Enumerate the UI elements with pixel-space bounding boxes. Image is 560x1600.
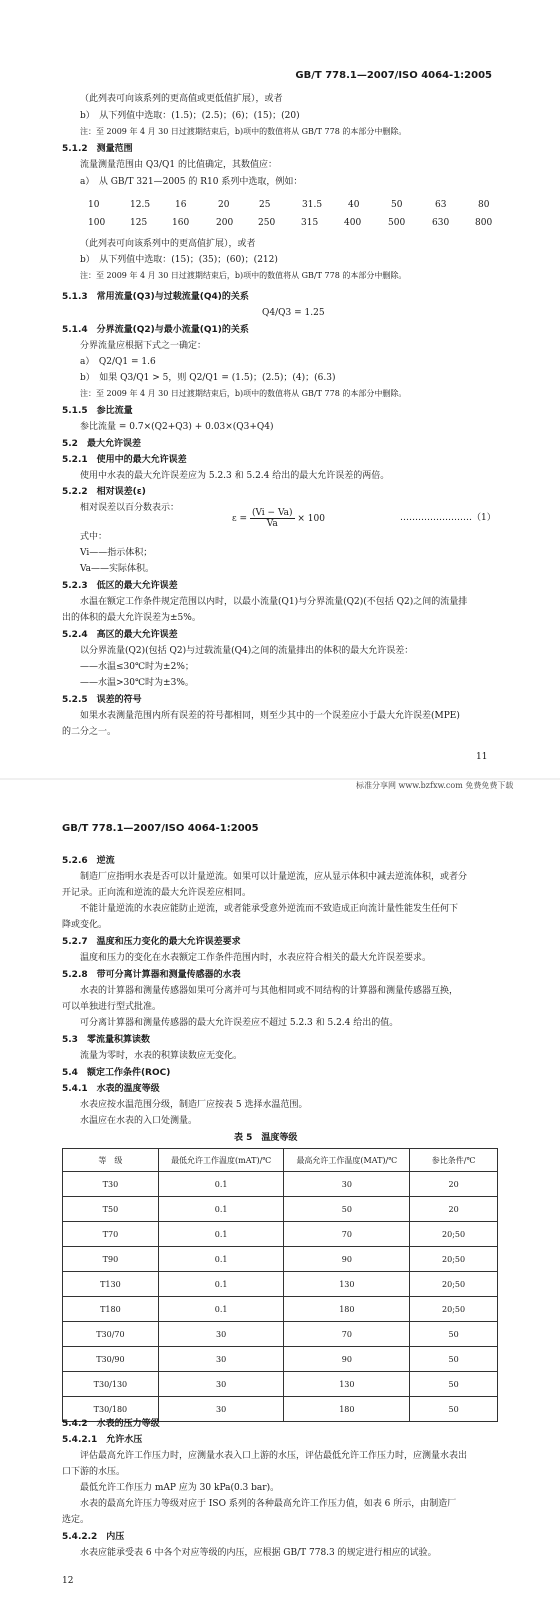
table-cell: T30/130 bbox=[63, 1372, 159, 1397]
section-heading: 5.2.2 相对误差(ε) bbox=[62, 487, 146, 497]
table-cell: 70 bbox=[284, 1322, 410, 1347]
table-cell: 50 bbox=[410, 1397, 498, 1422]
table-cell: T30/180 bbox=[63, 1397, 159, 1422]
r10-value: 16 bbox=[175, 200, 187, 210]
text-line: 评估最高允许工作压力时，应测量水表入口上游的水压，评估最低允许工作压力时，应测量水表出 bbox=[80, 1451, 468, 1461]
table-cell: 20;50 bbox=[410, 1247, 498, 1272]
table-cell: T30/90 bbox=[63, 1347, 159, 1372]
r10-value: 630 bbox=[432, 218, 450, 228]
text-line: 口下游的水压。 bbox=[62, 1467, 126, 1477]
text-line: 制造厂应指明水表是否可以计量逆流。如果可以计量逆流，应从显示体积中减去逆流体积，或者分 bbox=[80, 872, 468, 882]
text-line: 水表的计算器和测量传感器如果可分离并可与其他相同或不同结构的计算器和测量传感器互换， bbox=[80, 986, 459, 996]
table-cell: 50 bbox=[284, 1197, 410, 1222]
formula-q4-q3: Q4/Q3 = 1.25 bbox=[262, 308, 325, 318]
table-row bbox=[63, 1347, 498, 1372]
text-line: Vi——指示体积； bbox=[80, 548, 153, 558]
table-row bbox=[63, 1322, 498, 1347]
table-caption: 表 5 温度等级 bbox=[234, 1133, 298, 1143]
table-cell: 0.1 bbox=[158, 1297, 284, 1322]
text-line: a） Q2/Q1 = 1.6 bbox=[80, 357, 156, 367]
table-cell: T90 bbox=[63, 1247, 159, 1272]
text-line: 水表的最高允许压力等级对应于 ISO 系列的各种最高允许工作压力值，如表 6 所示，由制造厂 bbox=[80, 1499, 457, 1509]
text-line: ——水温≤30℃时为±2%； bbox=[80, 662, 194, 672]
table-cell: 180 bbox=[284, 1397, 410, 1422]
section-heading: 5.4.2 水表的压力等级 bbox=[62, 1419, 160, 1429]
text-line: 式中： bbox=[80, 532, 108, 542]
column-header: 最低允许工作温度(mAT)/℃ bbox=[158, 1149, 284, 1172]
text-line: 降或变化。 bbox=[62, 920, 108, 930]
formula-lhs: ε = bbox=[232, 514, 248, 524]
table-cell: 180 bbox=[284, 1297, 410, 1322]
r10-value: 20 bbox=[218, 200, 230, 210]
table-row bbox=[63, 1372, 498, 1397]
text-line: b） 如果 Q3/Q1 > 5，则 Q2/Q1 = (1.5)；(2.5)；(4)；(6.3) bbox=[80, 373, 336, 383]
text-line: ——水温>30℃时为±3%。 bbox=[80, 678, 194, 688]
r10-value: 12.5 bbox=[130, 200, 151, 210]
table-cell: 70 bbox=[284, 1222, 410, 1247]
text-line: 以分界流量(Q2)(包括 Q2)与过载流量(Q4)之间的流量排出的体积的最大允许误差： bbox=[80, 646, 414, 656]
r10-value: 80 bbox=[478, 200, 490, 210]
section-heading: 5.3 零流量积算读数 bbox=[62, 1035, 150, 1045]
table-cell: 30 bbox=[158, 1322, 284, 1347]
section-heading: 5.2.8 带可分离计算器和测量传感器的水表 bbox=[62, 970, 241, 980]
section-heading: 5.1.4 分界流量(Q2)与最小流量(Q1)的关系 bbox=[62, 325, 249, 335]
section-heading: 5.1.5 参比流量 bbox=[62, 406, 133, 416]
text-line: 如果水表测量范围内所有误差的符号都相同，则至少其中的一个误差应小于最大允许误差(MPE) bbox=[80, 711, 460, 721]
table-cell: 50 bbox=[410, 1322, 498, 1347]
table-cell: T50 bbox=[63, 1197, 159, 1222]
r10-value: 25 bbox=[259, 200, 271, 210]
note-line: 注：至 2009 年 4 月 30 日过渡期结束后，b)项中的数值将从 GB/T 778 的本部分中删除。 bbox=[80, 389, 407, 398]
table-cell: 30 bbox=[158, 1347, 284, 1372]
text-line: 可分离计算器和测量传感器的最大允许误差应不超过 5.2.3 和 5.2.4 给出的值。 bbox=[80, 1018, 399, 1028]
table-cell: 0.1 bbox=[158, 1247, 284, 1272]
formula-fraction bbox=[250, 508, 295, 529]
text-line: 相对误差以百分数表示： bbox=[80, 503, 180, 513]
table-cell: 50 bbox=[410, 1347, 498, 1372]
table-cell: 0.1 bbox=[158, 1197, 284, 1222]
watermark-text: 标准分享网 www.bzfxw.com 免费免费下载 bbox=[356, 781, 514, 790]
page-header: GB/T 778.1—2007/ISO 4064-1:2005 bbox=[62, 823, 259, 834]
text-line: 最低允许工作压力 mAP 应为 30 kPa(0.3 bar)。 bbox=[80, 1483, 280, 1493]
text-line: 可以单独进行型式批准。 bbox=[62, 1002, 162, 1012]
table-cell: 20;50 bbox=[410, 1297, 498, 1322]
section-heading: 5.2.7 温度和压力变化的最大允许误差要求 bbox=[62, 937, 241, 947]
page-header: GB/T 778.1—2007/ISO 4064-1:2005 bbox=[295, 70, 492, 81]
table-cell: 130 bbox=[284, 1272, 410, 1297]
text-line: 流量为零时，水表的积算读数应无变化。 bbox=[80, 1051, 243, 1061]
r10-value: 63 bbox=[435, 200, 447, 210]
section-heading: 5.2 最大允许误差 bbox=[62, 439, 141, 449]
r10-value: 315 bbox=[301, 218, 319, 228]
text-line: 温度和压力的变化在水表额定工作条件范围内时，水表应符合相关的最大允许误差要求。 bbox=[80, 953, 432, 963]
r10-value: 400 bbox=[344, 218, 362, 228]
section-heading: 5.2.3 低区的最大允许误差 bbox=[62, 581, 178, 591]
table-cell: 0.1 bbox=[158, 1272, 284, 1297]
r10-value: 125 bbox=[130, 218, 148, 228]
column-header: 最高允许工作温度(MAT)/℃ bbox=[284, 1149, 410, 1172]
section-heading: 5.4 额定工作条件(ROC) bbox=[62, 1068, 171, 1078]
text-line: Va——实际体积。 bbox=[80, 564, 155, 574]
table-cell: 20 bbox=[410, 1197, 498, 1222]
page-number: 11 bbox=[476, 752, 488, 762]
r10-value: 10 bbox=[88, 200, 100, 210]
text-line: 参比流量 = 0.7×(Q2+Q3) + 0.03×(Q3+Q4) bbox=[80, 422, 274, 432]
table-cell: 30 bbox=[158, 1372, 284, 1397]
table-cell: 50 bbox=[410, 1372, 498, 1397]
section-heading: 5.4.2.2 内压 bbox=[62, 1532, 125, 1542]
column-header: 等 级 bbox=[63, 1149, 159, 1172]
note-line: 注：至 2009 年 4 月 30 日过渡期结束后，b)项中的数值将从 GB/T 778 的本部分中删除。 bbox=[80, 271, 407, 280]
r10-value: 50 bbox=[391, 200, 403, 210]
table-row bbox=[63, 1247, 498, 1272]
text-line: 水表应能承受表 6 中各个对应等级的内压，应根据 GB/T 778.3 的规定进行相应的试验。 bbox=[80, 1548, 437, 1558]
table-cell: 20 bbox=[410, 1172, 498, 1197]
equation-number: ……………………（1） bbox=[400, 513, 496, 523]
page-12 bbox=[0, 780, 560, 1600]
temperature-class-table bbox=[62, 1148, 498, 1422]
text-line: （此列表可向该系列的更高值或更低值扩展），或者 bbox=[80, 94, 283, 104]
table-cell: 130 bbox=[284, 1372, 410, 1397]
table-cell: T130 bbox=[63, 1272, 159, 1297]
formula-denominator: Va bbox=[266, 519, 278, 529]
table-cell: 0.1 bbox=[158, 1222, 284, 1247]
section-heading: 5.2.5 误差的符号 bbox=[62, 695, 142, 705]
r10-value: 40 bbox=[348, 200, 360, 210]
text-line: 使用中水表的最大允许误差应为 5.2.3 和 5.2.4 给出的最大允许误差的两倍。 bbox=[80, 471, 390, 481]
r10-value: 500 bbox=[388, 218, 406, 228]
text-line: 开记录。正向流和逆流的最大允许误差应相同。 bbox=[62, 888, 252, 898]
section-heading: 5.1.2 测量范围 bbox=[62, 144, 133, 154]
section-heading: 5.2.6 逆流 bbox=[62, 856, 115, 866]
table-cell: 90 bbox=[284, 1347, 410, 1372]
section-heading: 5.1.3 常用流量(Q3)与过载流量(Q4)的关系 bbox=[62, 292, 249, 302]
r10-value: 160 bbox=[172, 218, 190, 228]
text-line: 水温应在水表的入口处测量。 bbox=[80, 1116, 198, 1126]
text-line: b） 从下列值中选取：(15)；(35)；(60)；(212) bbox=[80, 255, 278, 265]
table-row bbox=[63, 1172, 498, 1197]
table-cell: T30/70 bbox=[63, 1322, 159, 1347]
table-cell: T70 bbox=[63, 1222, 159, 1247]
table-cell: T30 bbox=[63, 1172, 159, 1197]
table-cell: 30 bbox=[284, 1172, 410, 1197]
text-line: 分界流量应根据下式之一确定： bbox=[80, 341, 207, 351]
text-line: 流量测量范围由 Q3/Q1 的比值确定，其数值应： bbox=[80, 160, 277, 170]
text-line: 的二分之一。 bbox=[62, 727, 117, 737]
text-line: 水表应按水温范围分级，制造厂应按表 5 选择水温范围。 bbox=[80, 1100, 308, 1110]
section-heading: 5.2.4 高区的最大允许误差 bbox=[62, 630, 178, 640]
table-cell: 0.1 bbox=[158, 1172, 284, 1197]
relative-error-formula bbox=[232, 508, 325, 529]
section-heading: 5.4.2.1 允许水压 bbox=[62, 1435, 143, 1445]
text-line: 不能计量逆流的水表应能防止逆流，或者能承受意外逆流而不致造成正向流计量性能发生任何下 bbox=[80, 904, 459, 914]
page-11 bbox=[0, 0, 560, 780]
table-row bbox=[63, 1222, 498, 1247]
table-row bbox=[63, 1297, 498, 1322]
note-line: 注：至 2009 年 4 月 30 日过渡期结束后，b)项中的数值将从 GB/T 778 的本部分中删除。 bbox=[80, 127, 407, 136]
text-line: （此列表可向该系列中的更高值扩展），或者 bbox=[80, 239, 256, 249]
r10-value: 100 bbox=[88, 218, 106, 228]
formula-rhs: × 100 bbox=[297, 514, 325, 524]
r10-value: 250 bbox=[258, 218, 276, 228]
section-heading: 5.4.1 水表的温度等级 bbox=[62, 1084, 160, 1094]
table-row bbox=[63, 1272, 498, 1297]
text-line: 水温在额定工作条件规定范围以内时，以最小流量(Q1)与分界流量(Q2)(不包括 Q2)之间的流量排 bbox=[80, 597, 468, 607]
text-line: 选定。 bbox=[62, 1515, 90, 1525]
table-header-row bbox=[63, 1149, 498, 1172]
table-cell: 20;50 bbox=[410, 1222, 498, 1247]
r10-value: 800 bbox=[475, 218, 493, 228]
column-header: 参比条件/℃ bbox=[410, 1149, 498, 1172]
table-cell: 30 bbox=[158, 1397, 284, 1422]
text-line: 出的体积的最大允许误差为±5%。 bbox=[62, 613, 201, 623]
text-line: b） 从下列值中选取：(1.5)；(2.5)；(6)；(15)；(20) bbox=[80, 111, 300, 121]
section-heading: 5.2.1 使用中的最大允许误差 bbox=[62, 455, 187, 465]
table-cell: T180 bbox=[63, 1297, 159, 1322]
text-line: a） 从 GB/T 321—2005 的 R10 系列中选取，例如： bbox=[80, 177, 303, 187]
r10-value: 31.5 bbox=[302, 200, 323, 210]
table-cell: 20;50 bbox=[410, 1272, 498, 1297]
formula-numerator: (Vi − Va) bbox=[251, 508, 293, 518]
page-number: 12 bbox=[62, 1576, 74, 1586]
table-row bbox=[63, 1197, 498, 1222]
r10-value: 200 bbox=[216, 218, 234, 228]
table-cell: 90 bbox=[284, 1247, 410, 1272]
